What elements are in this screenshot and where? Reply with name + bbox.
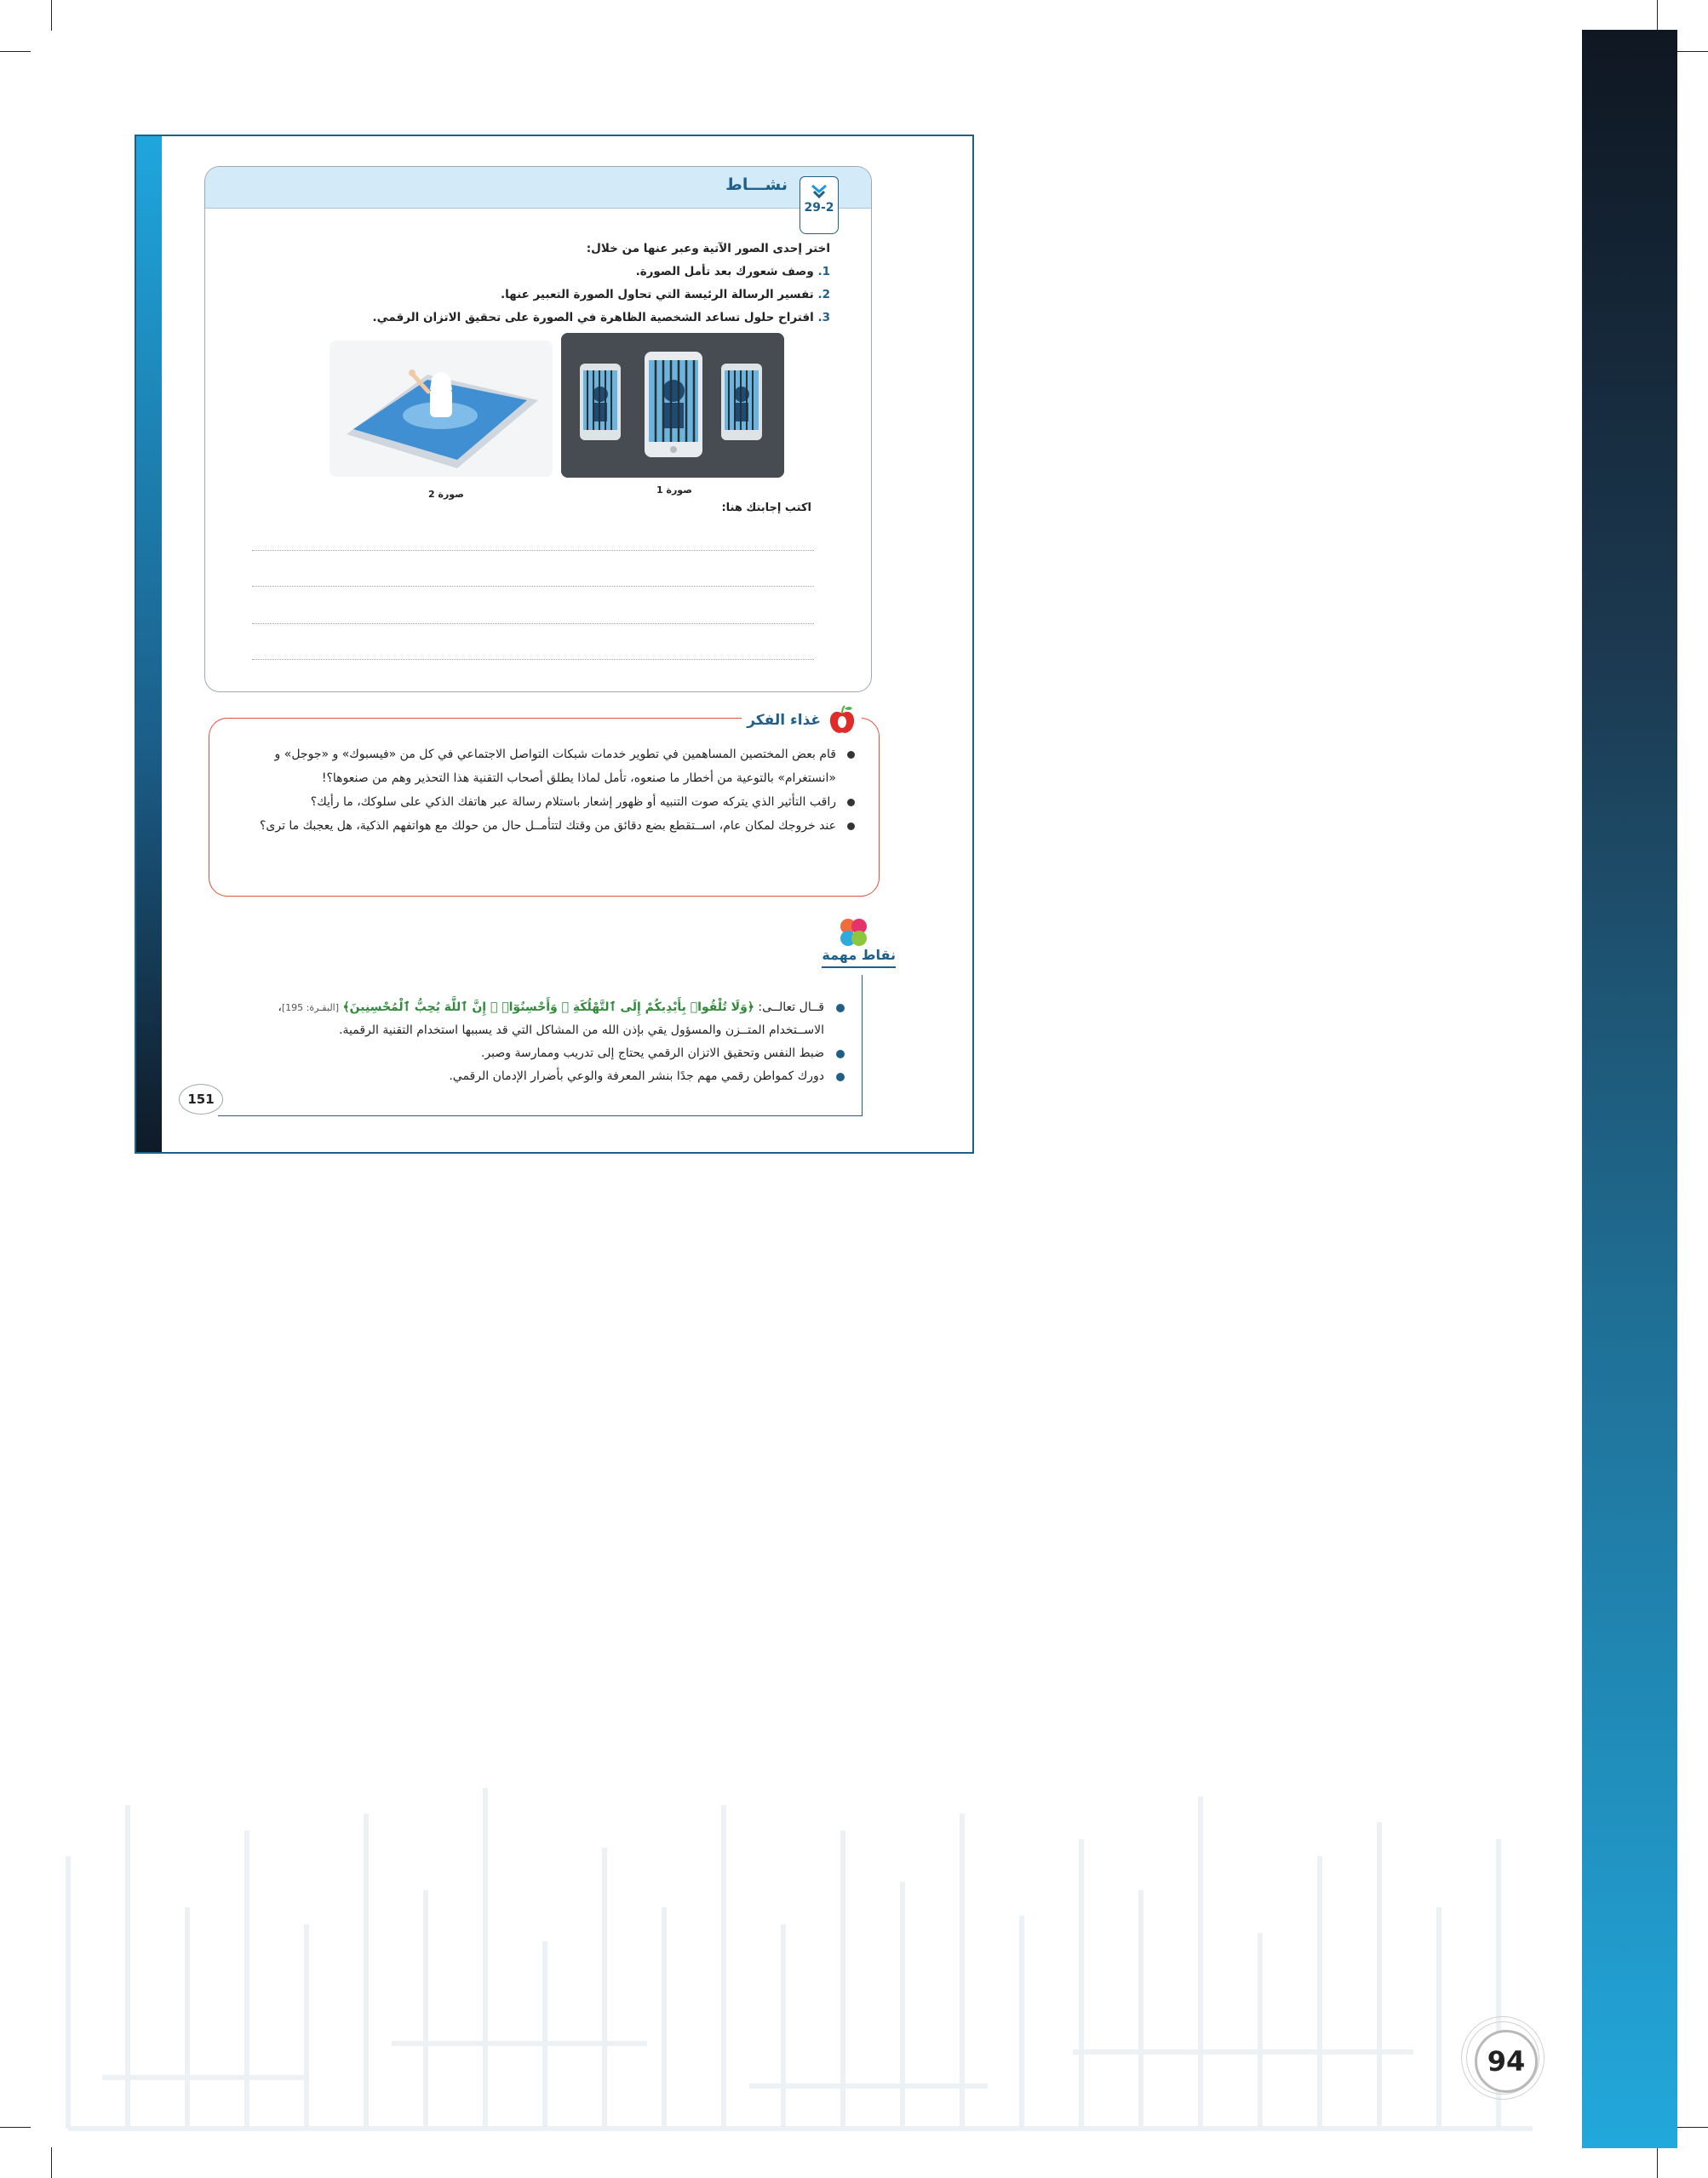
apple-icon <box>828 705 857 736</box>
activity-item <box>251 284 830 307</box>
item-text: اقتراح حلول تساعد الشخصية الظاهرة في الصورة على تحقيق الاتزان الرقمي. <box>372 311 814 324</box>
image-2-man-sinking-in-phone <box>330 341 553 477</box>
activity-item <box>251 307 830 330</box>
answer-line[interactable] <box>252 623 814 624</box>
divider <box>218 1115 863 1116</box>
crop-mark <box>1657 0 1658 31</box>
activity-box <box>204 166 872 692</box>
side-gradient-band <box>1582 30 1677 2148</box>
item-number: 1. <box>817 265 830 278</box>
food-for-thought-heading <box>742 705 862 736</box>
book-page-number: 151 <box>179 1084 223 1115</box>
page-number: 94 <box>1475 2030 1538 2093</box>
flower-icon <box>836 915 870 949</box>
item-text: وصف شعورك بعد تأمل الصورة. <box>635 265 814 278</box>
verse-intro: قــال تعالــى: <box>754 1000 824 1014</box>
book-side-strip <box>136 136 162 1152</box>
quran-verse: ﴿وَلَا تُلْقُوا۟ بِأَيْدِيكُمْ إِلَى ٱلتَّهْلُكَةِ ۛ وَأَحْسِنُوٓا۟ ۛ إِنَّ ٱللَّهَ يُحِبُّ ٱلْمُحْسِنِينَ﴾ <box>342 1000 754 1014</box>
image-1-phones-behind-bars <box>561 333 784 478</box>
crop-mark <box>1677 2127 1708 2128</box>
answer-line[interactable] <box>252 659 814 660</box>
important-points-list <box>232 996 845 1088</box>
page-number-badge <box>1461 2016 1546 2101</box>
activity-instructions <box>251 238 830 330</box>
crop-mark <box>0 51 31 52</box>
answer-label: اكتب إجابتك هنا: <box>721 502 811 514</box>
image-2-caption: صورة 2 <box>428 489 464 500</box>
embedded-book-page <box>135 135 974 1154</box>
item-number: 3. <box>817 311 830 324</box>
list-item: قام بعض المختصين المساهمين في تطوير خدمات شبكات التواصل الاجتماعي في كل من «فيسبوك» و «جوجل» و «انستغرام» بالتوعية من أخطار ما صنعوه، تأمل لماذا يطلق أصحاب التقنية هذا التحذير وهم من صنعوها؟! <box>242 742 855 790</box>
answer-line[interactable] <box>252 586 814 587</box>
image-1-caption: صورة 1 <box>656 484 692 496</box>
food-for-thought-title: غذاء الفكر <box>747 712 821 729</box>
activity-badge <box>800 176 839 234</box>
activity-badge-number: 29-2 <box>804 201 834 215</box>
list-item: دورك كمواطن رقمي مهم جدًا بنشر المعرفة والوعي بأضرار الإدمان الرقمي. <box>232 1065 845 1088</box>
list-item: عند خروجك لمكان عام، اســتقطع بضع دقائق من وقتك لتتأمــل حال من حولك مع هواتفهم الذكية، هل يعجبك ما ترى؟ <box>242 814 855 838</box>
crop-mark <box>1677 51 1708 52</box>
food-for-thought-box <box>209 712 880 897</box>
activity-title: نشـــاط <box>725 175 788 194</box>
list-item: راقب التأثير الذي يتركه صوت التنبيه أو ظهور إشعار باستلام رسالة عبر هاتفك الذكي على سلوكك، ما رأيك؟ <box>242 790 855 814</box>
food-for-thought-list <box>242 742 855 838</box>
crop-mark <box>51 0 52 31</box>
crop-mark <box>0 2127 31 2128</box>
item-number: 2. <box>817 288 830 301</box>
list-item <box>232 996 845 1042</box>
divider <box>862 975 863 1116</box>
activity-item <box>251 261 830 284</box>
verse-reference: [البقـرة: 195] <box>281 1002 340 1013</box>
crop-mark <box>1657 2147 1658 2178</box>
activity-header <box>205 167 871 209</box>
answer-line[interactable] <box>252 550 814 551</box>
list-item: ضبط النفس وتحقيق الاتزان الرقمي يحتاج إلى تدريب وممارسة وصبر. <box>232 1042 845 1065</box>
verse-commentary: ، الاســتخدام المتــزن والمسؤول يقي بإذن الله من المشاكل التي قد يسببها استخدام التقنية الرقمية. <box>278 1000 824 1037</box>
activity-intro: اختر إحدى الصور الآتية وعبر عنها من خلال: <box>586 242 830 255</box>
important-points-title: نقاط مهمة <box>822 947 896 968</box>
item-text: تفسير الرسالة الرئيسة التي تحاول الصورة التعبير عنها. <box>500 288 814 301</box>
activity-chevron-icon <box>810 182 828 199</box>
background-calligraphy-pattern <box>51 1754 1550 2154</box>
